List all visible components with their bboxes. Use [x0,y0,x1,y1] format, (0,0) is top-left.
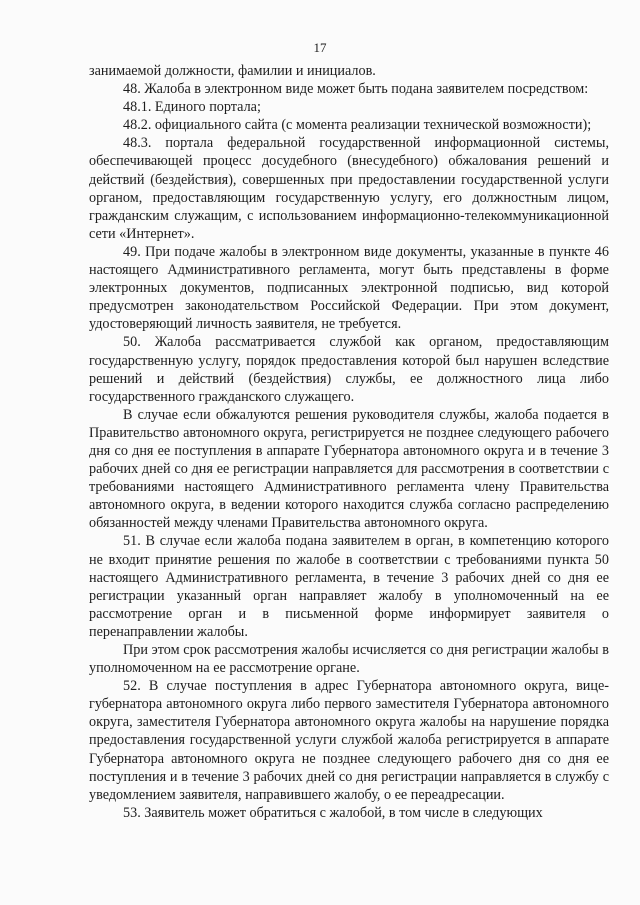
paragraph-48: 48. Жалоба в электронном виде может быть подана заявителем посредством: [123,81,589,98]
page-number: 17 [313,40,327,55]
paragraph-53: 53. Заявитель может обратиться с жалобой, в том числе в следующих [123,804,543,821]
paragraph-48-2: 48.2. официального сайта (с момента реализации технической возможности); [123,117,592,134]
paragraph-51: 51. В случае если жалоба подана заявителем в орган, в компетенцию которого не входит принятие решения по жалобе в соответствии с требованиями пункта 50 настоящего Административного регламента, в течение 3 рабочих дней со дня ее регистрации указанный орган направляет жалобу в уполномоченный на ее рассмотрение орган и в письменной форме информирует заявителя о перенаправлении жалобы. [89,533,609,640]
paragraph-continuation: занимаемой должности, фамилии и инициалов. [89,63,376,79]
paragraph-50-appeal-head: В случае если обжалуются решения руководителя службы, жалоба подается в Правительство автономного округа, регистрируется не позднее следующего рабочего дня со дня ее поступления в аппарате Губернатора автономного округа и в течение 3 рабочих дней со дня ее регистрации направляется для рассмотрения в соответствии с требованиями настоящего Административного регламента члену Правительства автономного округа, в ведении которого находится служба согласно распределению обязанностей между членами Правительства автономного округа. [89,406,609,532]
paragraph-51-term: При этом срок рассмотрения жалобы исчисляется со дня регистрации жалобы в уполномоченном на ее рассмотрение органе. [89,642,609,677]
paragraph-48-3: 48.3. портала федеральной государственной информационной системы, обеспечивающей процесс досудебного (внесудебного) обжалования решений и действий (бездействия), совершенных при предоставлении государственной услуги органом, предоставляющим государственную услугу, его должностным лицом, гражданским служащим, с использованием информационно-телекоммуникационной сети «Интернет». [89,135,609,242]
paragraph-48-1: 48.1. Единого портала; [123,99,261,116]
paragraph-50: 50. Жалоба рассматривается службой как органом, предоставляющим государственную услугу, порядок предоставления которой был нарушен вследствие решений и действий (бездействия) службы, ее должностного лица либо государственного гражданского служащего. [89,334,609,405]
paragraph-52: 52. В случае поступления в адрес Губернатора автономного округа, вице-губернатора автономного округа либо первого заместителя Губернатора автономного округа, заместителя Губернатора автономного округа жалобы на нарушение порядка предоставления государственной услуги службой жалоба регистрируется в аппарате Губернатора автономного округа не позднее следующего рабочего дня со дня ее поступления и в течение 3 рабочих дней со дня регистрации направляется в службу с уведомлением заявителя, направившего жалобу, о ее переадресации. [89,678,609,803]
document-body [89,62,609,822]
paragraph-49: 49. При подаче жалобы в электронном виде документы, указанные в пункте 46 настоящего Административного регламента, могут быть представлены в форме электронных документов, подписанных электронной подписью, вид которой предусмотрен законодательством Российской Федерации. При этом документ, удостоверяющий личность заявителя, не требуется. [89,243,609,333]
